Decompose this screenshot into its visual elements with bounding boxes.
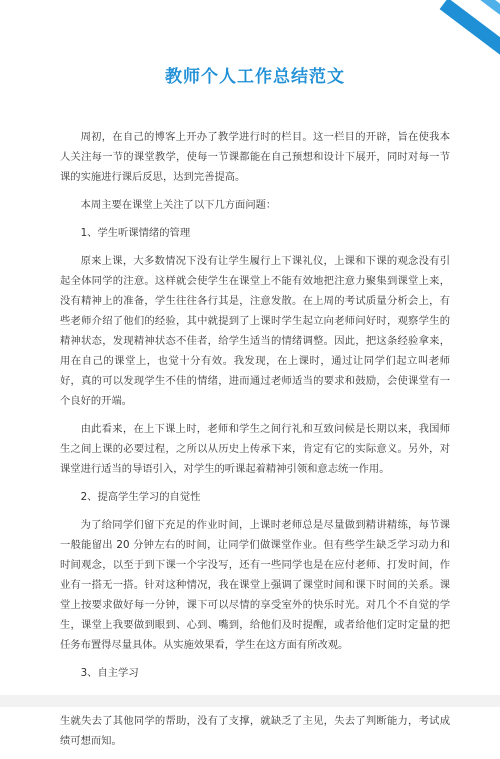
footer-strip	[0, 695, 500, 707]
paragraph-intro: 周初，在自己的博客上开办了教学进行时的栏目。这一栏目的开辟，旨在使我本人关注每一节的课堂教学，使每一节课都能在自己预想和设计下展开，同时对每一节课的实施进行课后反思，达到完善提高。	[60, 131, 450, 183]
document-page	[60, 62, 450, 759]
paragraph-section-3: 生就失去了其他同学的帮助，没有了支撑，就缺乏了主见，失去了判断能力，考试成绩可想而知。	[60, 715, 450, 747]
section-heading-3: 3、自主学习	[80, 667, 139, 679]
corner-stripe	[440, 0, 500, 60]
corner-decoration	[410, 0, 500, 60]
paragraph-section-1b: 由此看来，在上下课上时，老师和学生之间行礼和互致问候是长期以来，我国师生之间上课的必要过程，之所以从历史上传承下来，肯定有它的实际意义。另外，对课堂进行适当的导语引入，对学生的听课起着精神引领和意志统一作用。	[60, 423, 450, 475]
section-heading-2: 2、提高学生学习的自觉性	[80, 491, 201, 503]
paragraph-section-1a: 原来上课，大多数情况下没有让学生履行上下课礼仪，上课和下课的观念没有引起全体同学的注意。这样就会使学生在课堂上不能有效地把注意力聚集到课堂上来，没有精神上的准备，学生往往各行其是，注意发散。在上周的考试质量分析会上，有些老师介绍了他们的经验，其中就提到了上课时学生起立向老师问好时，观察学生的精神状态，发现精神状态不佳者，给学生适当的情绪调整。因此，把这条经验拿来，用在自己的课堂上，也觉十分有效。我发现，在上课时，通过让同学们起立叫老师好，真的可以发现学生不佳的情绪，进而通过老师适当的要求和鼓励，会使课堂有一个良好的开端。	[60, 255, 450, 407]
paragraph-summary: 本周主要在课堂上关注了以下几方面问题：	[80, 199, 277, 211]
document-title: 教师个人工作总结范文	[165, 67, 345, 87]
paragraph-section-2: 为了给同学们留下充足的作业时间，上课时老师总是尽量做到精讲精练，每节课一般能留出 20 分钟左右的时间，让同学们做课堂作业。但有些学生缺乏学习动力和时间观念，以至于到下课一个字没写，还有一些同学也是在应付老师、打发时间，作业有一搭无一搭。针对这种情况，我在课堂上强调了课堂时间和课下时间的关系。课堂上按要求做好每一分钟，课下可以尽情的享受室外的快乐时光。对几个不自觉的学生，课堂上我要做到眼到、心到、嘴到，给他们及时提醒，或者给他们定时定量的把任务布置得尽量具体。从实施效果看，学生在这方面有所改观。	[60, 519, 450, 651]
section-heading-1: 1、学生听课情绪的管理	[80, 227, 191, 239]
